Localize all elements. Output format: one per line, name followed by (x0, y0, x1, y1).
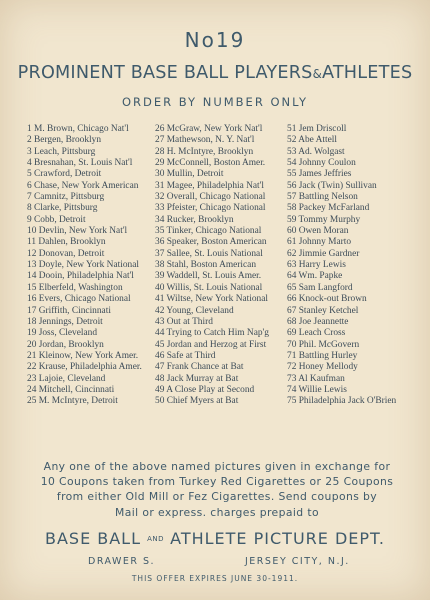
checklist-entry: 67 Stanley Ketchel (287, 305, 359, 316)
checklist-entry: 17 Griffith, Cincinnati (27, 305, 111, 316)
checklist-entry: 55 James Jeffries (287, 169, 352, 180)
dept-name-and: AND (147, 535, 165, 543)
checklist-entry: 40 Willis, St. Louis National (155, 282, 263, 293)
card-subtitle: ORDER BY NUMBER ONLY (121, 95, 309, 109)
checklist-entry: 14 Dooin, Philadelphia Nat'l (27, 271, 134, 282)
checklist-entry: 16 Evers, Chicago National (27, 294, 131, 305)
offer-expiry: THIS OFFER EXPIRES JUNE 30-1911. (131, 574, 299, 583)
offer-line-1: Any one of the above named pictures given in exchange for (43, 460, 391, 473)
checklist-entry: 69 Leach Cross (287, 328, 346, 339)
offer-text (32, 459, 402, 520)
checklist-entry: 8 Clarke, Pittsburg (27, 203, 98, 214)
checklist-entry: 52 Abe Attell (287, 135, 337, 146)
checklist-entry: 7 Camnitz, Pittsburg (27, 192, 105, 203)
checklist-entry: 31 Magee, Philadelphia Nat'l (155, 180, 264, 191)
checklist-entry: 15 Elberfeld, Washington (27, 282, 123, 293)
checklist-entry: 24 Mitchell, Cincinnati (27, 384, 115, 395)
checklist-entry: 60 Owen Moran (287, 226, 349, 237)
offer-line-3: from either Old Mill or Fez Cigarettes. Send coupons by (56, 490, 378, 504)
checklist-entry: 4 Bresnahan, St. Louis Nat'l (27, 158, 133, 169)
dept-name-start: BASE BALL (44, 529, 142, 548)
card-number: No19 (184, 28, 246, 52)
city-address: JERSEY CITY, N.J. (245, 556, 350, 567)
checklist-entry: 75 Philadelphia Jack O'Brien (287, 396, 397, 407)
checklist-entry: 34 Rucker, Brooklyn (155, 214, 234, 225)
checklist-entry: 12 Donovan, Detroit (27, 248, 105, 259)
checklist-entry: 58 Packey McFarland (287, 203, 370, 214)
checklist-entry: 11 Dahlen, Brooklyn (27, 237, 106, 248)
title-main: PROMINENT BASE BALL PLAYERS (17, 62, 313, 83)
checklist-entry: 29 McConnell, Boston Amer. (155, 158, 266, 169)
card-title (4, 62, 425, 83)
checklist-entry: 13 Doyle, New York National (27, 260, 139, 271)
checklist-entry: 53 Ad. Wolgast (287, 146, 345, 157)
checklist-entry: 64 Wm. Papke (287, 271, 343, 282)
checklist-entry: 18 Jennings, Detroit (27, 316, 103, 327)
drawer-address: DRAWER S. (88, 556, 156, 567)
checklist-entry: 51 Jem Driscoll (287, 124, 347, 134)
checklist-entry: 48 Jack Murray at Bat (155, 373, 239, 384)
checklist-entry: 10 Devlin, New York Nat'l (27, 226, 128, 237)
checklist-entry: 46 Safe at Third (155, 350, 216, 361)
checklist-entry: 1 M. Brown, Chicago Nat'l (27, 124, 129, 134)
checklist-column-2 (155, 124, 269, 408)
checklist-entry: 70 Phil. McGovern (287, 339, 360, 350)
checklist-entry: 28 H. McIntyre, Brooklyn (155, 146, 254, 157)
checklist-entry: 9 Cobb, Detroit (27, 214, 86, 225)
checklist-entry: 2 Bergen, Brooklyn (27, 135, 102, 146)
checklist-entry: 23 Lajoie, Cleveland (27, 373, 106, 384)
checklist-entry: 35 Tinker, Chicago National (155, 226, 262, 237)
checklist-entry: 43 Out at Third (155, 316, 213, 327)
checklist-entry: 45 Jordan and Herzog at First (155, 339, 267, 350)
offer-line-2: 10 Coupons taken from Turkey Red Cigarettes or 25 Coupons (40, 475, 394, 489)
checklist-entry: 20 Jordan, Brooklyn (27, 339, 104, 350)
checklist-entry: 44 Trying to Catch Him Nap'g (155, 328, 269, 339)
checklist-entry: 49 A Close Play at Second (155, 384, 255, 395)
checklist-entry: 47 Frank Chance at Bat (155, 362, 244, 373)
checklist-entry: 33 Pfeister, Chicago National (155, 203, 266, 214)
dept-name-end: ATHLETE PICTURE DEPT. (170, 529, 385, 548)
checklist-entry: 50 Chief Myers at Bat (155, 396, 239, 407)
offer-line-4: Mail or express. charges prepaid to (115, 505, 319, 519)
checklist-entry: 39 Waddell, St. Louis Amer. (155, 271, 262, 282)
checklist-column-3 (287, 124, 396, 408)
checklist-entry: 25 M. McIntyre, Detroit (27, 396, 118, 407)
checklist-entry: 42 Young, Cleveland (155, 305, 234, 316)
checklist-entry: 61 Johnny Marto (287, 237, 352, 248)
checklist-entry: 6 Chase, New York American (27, 180, 139, 191)
checklist-entry: 21 Kleinow, New York Amer. (27, 350, 139, 361)
checklist-entry: 38 Stahl, Boston American (155, 260, 257, 271)
checklist-entry: 68 Joe Jeannette (287, 316, 349, 327)
checklist-entry: 63 Harry Lewis (287, 260, 346, 271)
checklist-entry: 74 Willie Lewis (287, 384, 347, 395)
checklist-entry: 19 Joss, Cleveland (27, 328, 98, 339)
checklist-entry: 30 Mullin, Detroit (155, 169, 224, 180)
checklist-entry: 54 Johnny Coulon (287, 158, 356, 169)
checklist-entry: 36 Speaker, Boston American (155, 237, 267, 248)
title-ampersand: & (312, 67, 322, 81)
checklist-entry: 32 Overall, Chicago National (155, 192, 266, 203)
checklist-entry: 66 Knock-out Brown (287, 294, 367, 305)
checklist-entry: 59 Tommy Murphy (287, 214, 361, 225)
checklist-entry: 26 McGraw, New York Nat'l (155, 124, 263, 134)
checklist-entry: 65 Sam Langford (287, 282, 353, 293)
checklist-entry: 56 Jack (Twin) Sullivan (287, 180, 377, 191)
checklist-entry: 37 Sallee, St. Louis National (155, 248, 263, 259)
checklist-entry: 3 Leach, Pittsburg (27, 146, 96, 157)
checklist-entry: 57 Battling Nelson (287, 192, 358, 203)
checklist-entry: 22 Krause, Philadelphia Amer. (27, 362, 142, 373)
dept-name (0, 529, 430, 548)
checklist-entry: 5 Crawford, Detroit (27, 169, 102, 180)
checklist-entry: 27 Mathewson, N. Y. Nat'l (155, 135, 255, 146)
checklist-entry: 62 Jimmie Gardner (287, 248, 360, 259)
checklist-entry: 72 Honey Mellody (287, 362, 358, 373)
checklist-entry: 41 Wiltse, New York National (155, 294, 268, 305)
checklist-column-1 (27, 124, 142, 408)
title-end: ATHLETES (321, 62, 413, 83)
checklist-entry: 73 Al Kaufman (287, 373, 345, 384)
checklist-entry: 71 Battling Hurley (287, 350, 358, 361)
